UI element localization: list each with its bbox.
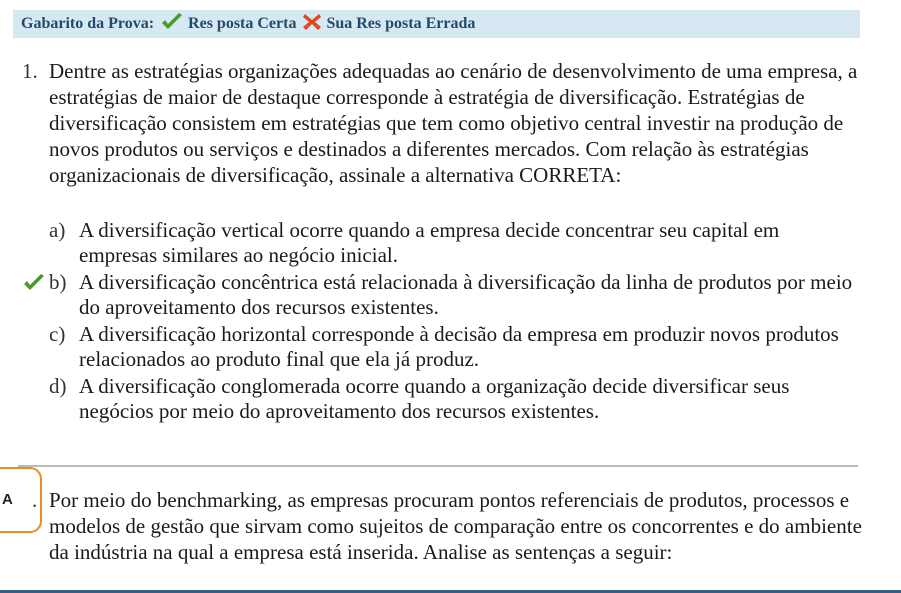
question-number: .	[32, 488, 38, 512]
question-2	[22, 487, 862, 565]
option-b[interactable]	[22, 270, 862, 320]
cross-icon	[302, 12, 322, 37]
question-number: 1.	[22, 59, 38, 83]
question-text: Por meio do benchmarking, as empresas procuram pontos referenciais de produtos, processos e modelos de gestão que sirvam como sujeitos de comparação entre os concorrentes e do ambiente da indústria na qual a empresa está inserida. Analise as sentenças a seguir:	[49, 488, 862, 564]
question-1	[22, 58, 862, 188]
check-icon	[160, 12, 184, 37]
option-letter: c)	[49, 322, 66, 346]
option-letter: d)	[49, 374, 67, 398]
answer-options	[22, 218, 862, 426]
legend-wrong-label: Sua Res posta Errada	[326, 15, 476, 32]
option-text: A diversificação vertical ocorre quando a empresa decide concentrar seu capital em empresas similares ao negócio inicial.	[79, 218, 780, 267]
legend-correct-label: Res posta Certa	[188, 15, 297, 32]
correct-answer-check-icon	[22, 273, 46, 299]
option-letter: b)	[49, 270, 67, 294]
question-text: Dentre as estratégias organizações adequadas ao cenário de desenvolvimento de uma empresa, a estratégias de maior de destaque corresponde à estratégia de diversificação. Estratégias de diversificação consistem em estratégias que tem como objetivo central investir na produção de novos produtos ou serviços e destinados a diferentes mercados. Com relação às estratégias organizacionais de diversificação, assinale a alternativa CORRETA:	[49, 59, 858, 187]
option-d[interactable]	[22, 374, 862, 424]
option-a[interactable]	[22, 218, 862, 268]
option-letter: a)	[49, 218, 66, 242]
option-c[interactable]	[22, 322, 862, 372]
option-text: A diversificação conglomerada ocorre quando a organização decide diversificar seus negócios por meio do aproveitamento dos recursos existentes.	[79, 374, 790, 423]
option-text: A diversificação horizontal corresponde à decisão da empresa em produzir novos produtos relacionados ao produto final que ela já produz.	[79, 322, 839, 371]
legend-title: Gabarito da Prova:	[21, 15, 155, 32]
option-text: A diversificação concêntrica está relacionada à diversificação da linha de produtos por meio do aproveitamento dos recursos existentes.	[79, 270, 853, 319]
question-divider	[18, 465, 858, 467]
answer-tab-label: A	[2, 491, 13, 508]
answer-key-legend	[13, 10, 860, 38]
